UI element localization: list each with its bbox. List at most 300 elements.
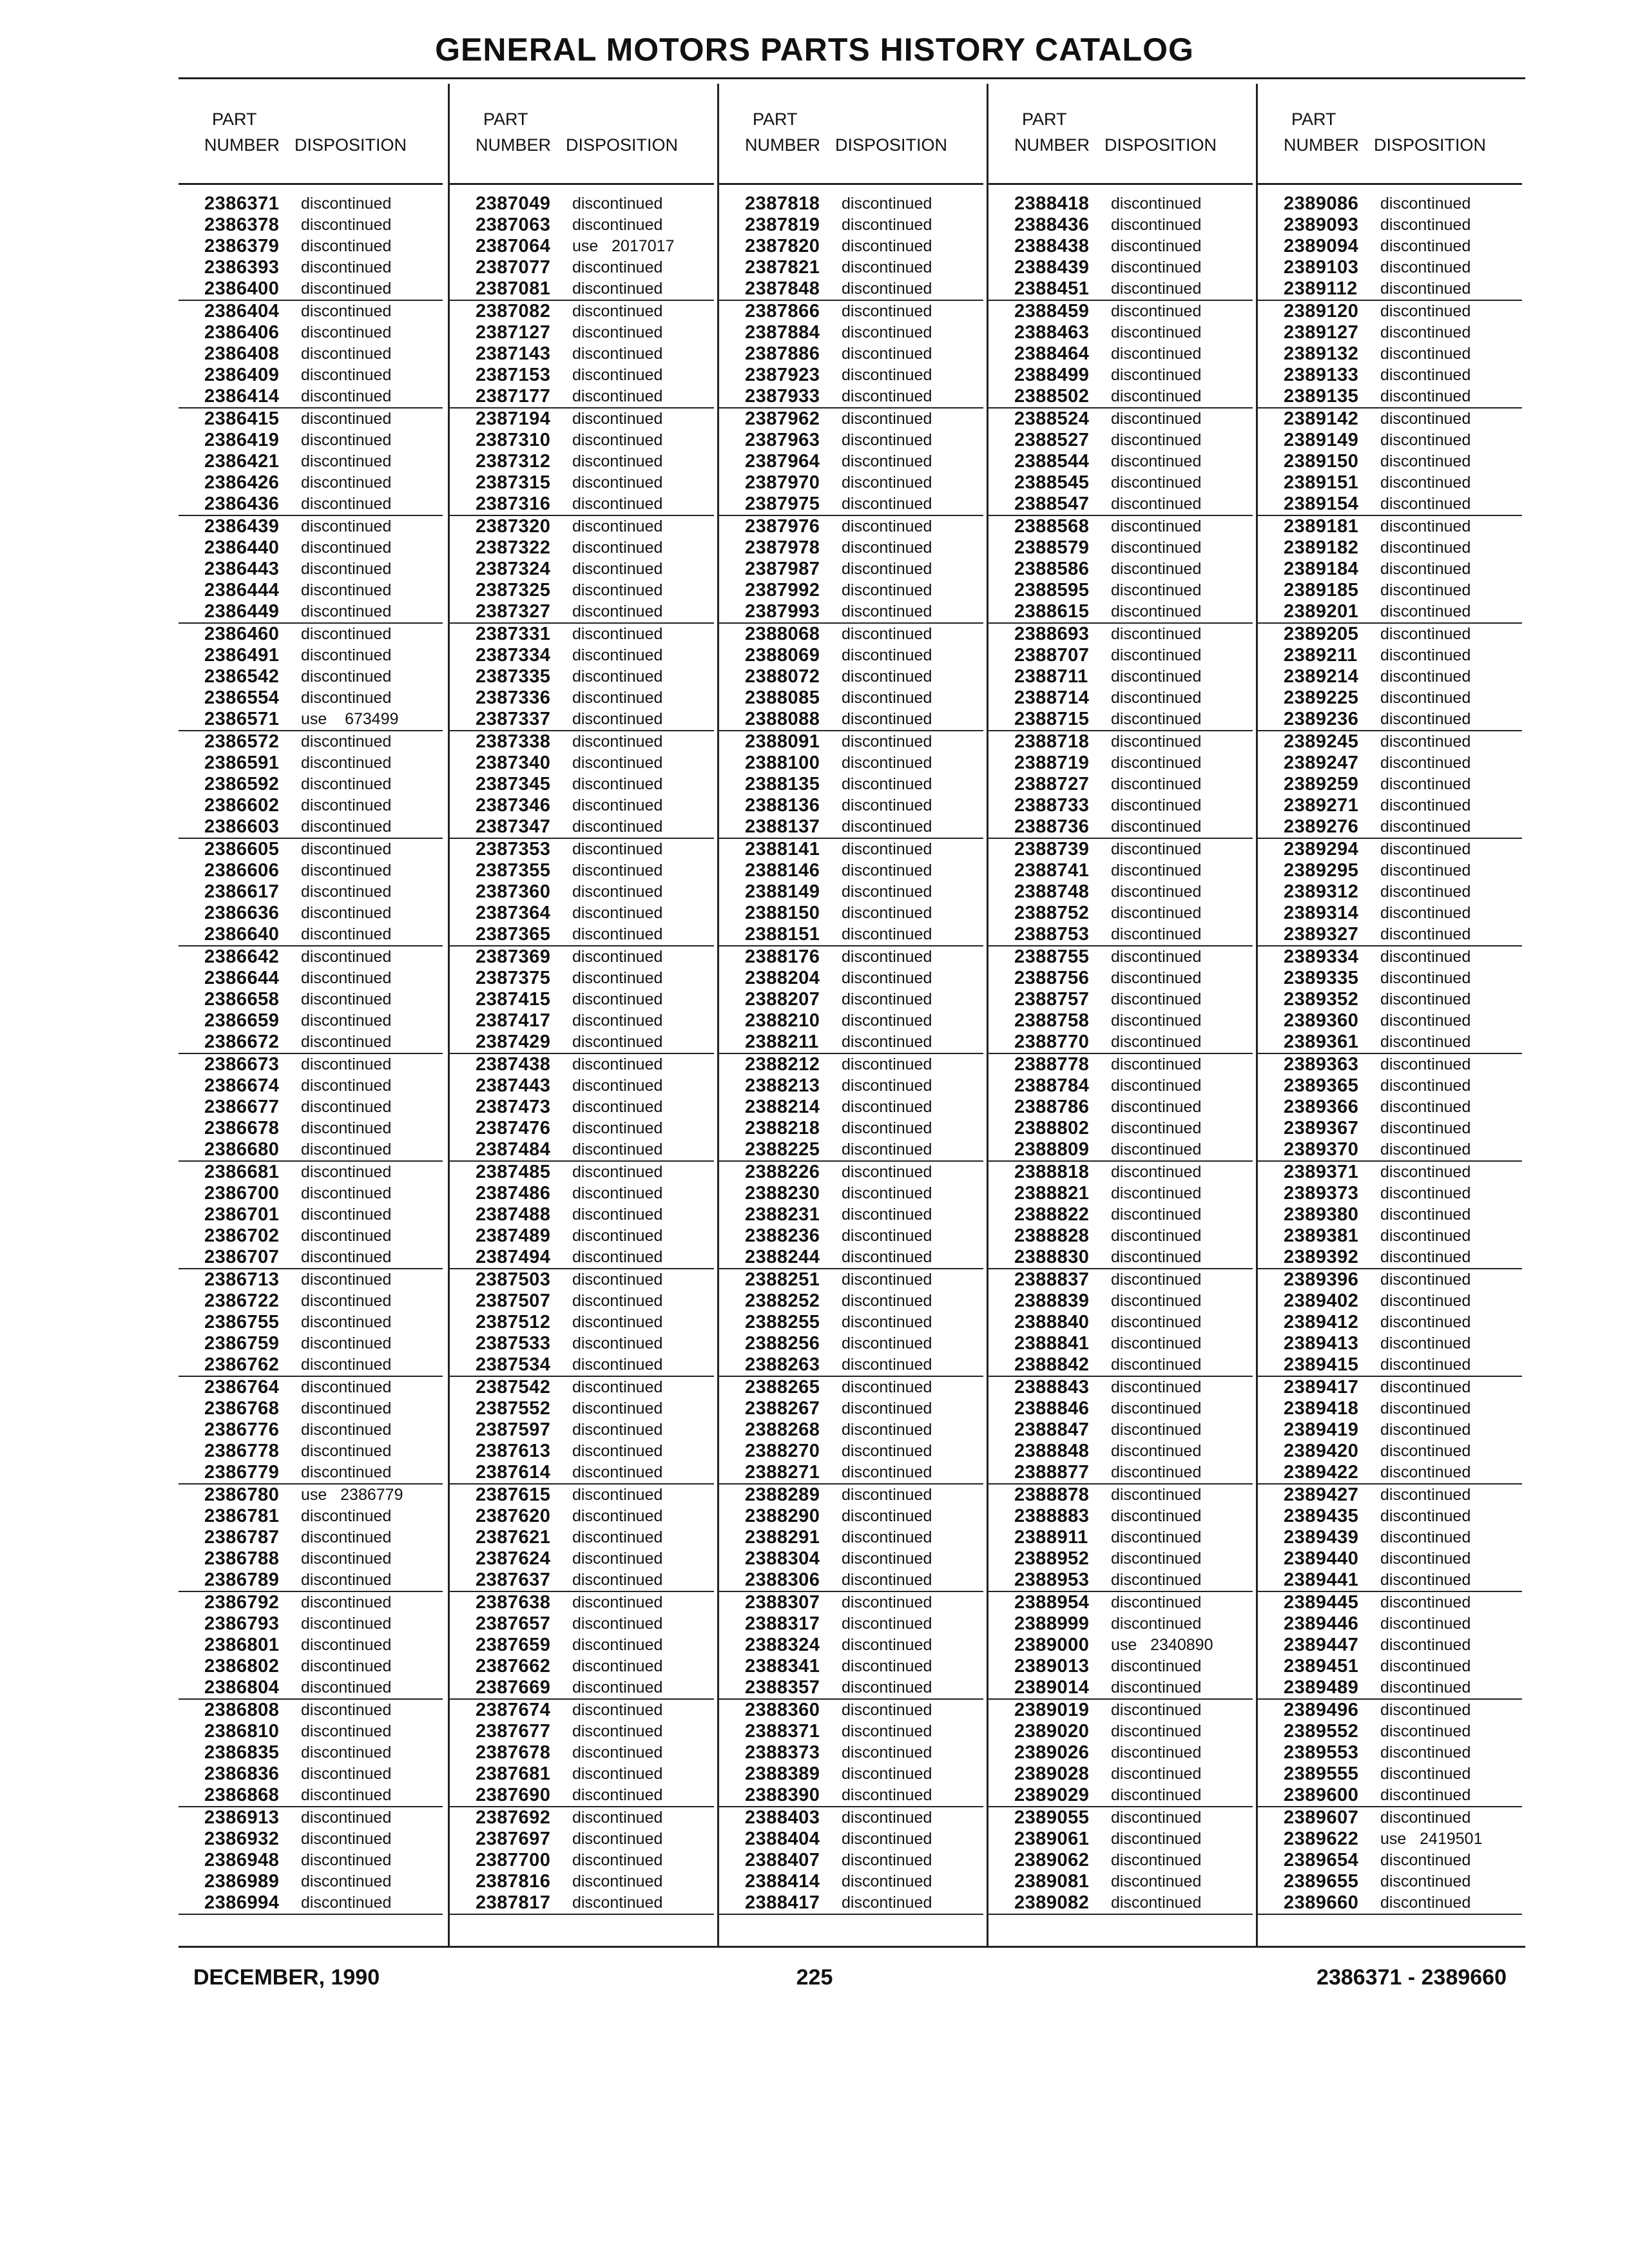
- part-number: 2389420: [1284, 1441, 1359, 1461]
- part-number: 2388818: [1014, 1162, 1090, 1182]
- table-row: [1258, 1183, 1522, 1204]
- catalog-rows: [1258, 193, 1522, 1915]
- part-number: 2388821: [1014, 1183, 1090, 1204]
- disposition: discontinued: [1380, 689, 1471, 707]
- table-row: [178, 408, 443, 430]
- table-row: [719, 1247, 983, 1269]
- part-number: 2386491: [204, 645, 280, 666]
- table-row: [719, 1462, 983, 1485]
- table-row: [178, 989, 443, 1010]
- part-number: 2388615: [1014, 601, 1090, 622]
- disposition: discontinued: [1380, 1399, 1471, 1418]
- part-number: 2387933: [745, 386, 820, 407]
- part-number: 2388842: [1014, 1354, 1090, 1375]
- part-number: 2386408: [204, 343, 280, 364]
- table-row: [450, 1721, 714, 1742]
- header-disposition-label: DISPOSITION: [1374, 135, 1487, 155]
- part-number: 2387143: [476, 343, 551, 364]
- table-row: [1258, 666, 1522, 687]
- table-row: [1258, 1118, 1522, 1139]
- table-row: [988, 731, 1253, 753]
- disposition: discontinued: [1380, 1851, 1471, 1869]
- disposition: discontinued: [1111, 1894, 1202, 1912]
- disposition: discontinued: [301, 1765, 392, 1783]
- disposition: discontinued: [572, 1765, 663, 1783]
- disposition: discontinued: [1380, 990, 1471, 1008]
- table-row: [1258, 322, 1522, 343]
- table-row: [450, 1635, 714, 1656]
- disposition: use 2340890: [1111, 1636, 1213, 1654]
- footer-range: 2386371 - 2389660: [1316, 1965, 1507, 1990]
- disposition: discontinued: [301, 1615, 392, 1633]
- part-number: 2386415: [204, 408, 280, 429]
- part-number: 2388718: [1014, 731, 1090, 752]
- table-row: [450, 580, 714, 601]
- part-number: 2386436: [204, 494, 280, 514]
- table-row: [988, 1892, 1253, 1915]
- table-row: [450, 1333, 714, 1354]
- part-number: 2388304: [745, 1548, 820, 1569]
- disposition: discontinued: [301, 1786, 392, 1804]
- disposition: discontinued: [572, 1894, 663, 1912]
- part-number: 2386378: [204, 215, 280, 235]
- part-number: 2387615: [476, 1485, 551, 1505]
- disposition: discontinued: [842, 323, 932, 341]
- part-number: 2388715: [1014, 709, 1090, 729]
- table-row: [719, 193, 983, 215]
- disposition: discontinued: [1111, 1313, 1202, 1331]
- disposition: discontinued: [1380, 1550, 1471, 1568]
- part-number: 2388085: [745, 687, 820, 708]
- part-number: 2386672: [204, 1032, 280, 1052]
- part-number: 2389062: [1014, 1850, 1090, 1870]
- part-number: 2388463: [1014, 322, 1090, 343]
- table-row: [450, 709, 714, 731]
- part-number: 2388524: [1014, 408, 1090, 429]
- part-number: 2389435: [1284, 1506, 1359, 1526]
- disposition: discontinued: [301, 1033, 392, 1051]
- disposition: discontinued: [1380, 474, 1471, 492]
- part-number: 2389417: [1284, 1377, 1359, 1398]
- disposition: discontinued: [301, 1248, 392, 1266]
- table-row: [178, 1506, 443, 1527]
- table-row: [178, 386, 443, 408]
- disposition: discontinued: [1380, 280, 1471, 298]
- table-row: [988, 624, 1253, 645]
- table-row: [450, 1139, 714, 1162]
- disposition: discontinued: [842, 410, 932, 428]
- part-number: 2388226: [745, 1162, 820, 1182]
- part-number: 2387336: [476, 687, 551, 708]
- column-header: [719, 103, 983, 180]
- table-row: [1258, 215, 1522, 236]
- part-number: 2387962: [745, 408, 820, 429]
- disposition: discontinued: [572, 1378, 663, 1396]
- part-number: 2386554: [204, 687, 280, 708]
- disposition: discontinued: [301, 1571, 392, 1589]
- disposition: discontinued: [1380, 581, 1471, 599]
- part-number: 2386779: [204, 1462, 280, 1483]
- part-number: 2388263: [745, 1354, 820, 1375]
- part-number: 2388218: [745, 1118, 820, 1139]
- part-number: 2387678: [476, 1742, 551, 1763]
- part-number: 2388135: [745, 774, 820, 794]
- part-number: 2386606: [204, 860, 280, 881]
- disposition: discontinued: [842, 1334, 932, 1352]
- table-row: [450, 278, 714, 301]
- table-row: [178, 924, 443, 947]
- header-part-label: PART: [483, 110, 528, 129]
- table-row: [178, 839, 443, 860]
- part-number: 2386989: [204, 1871, 280, 1892]
- disposition: discontinued: [572, 1421, 663, 1439]
- disposition: discontinued: [1380, 1615, 1471, 1633]
- disposition: discontinued: [301, 646, 392, 664]
- table-row: [1258, 1291, 1522, 1312]
- part-number: 2386781: [204, 1506, 280, 1526]
- part-number: 2388407: [745, 1850, 820, 1870]
- part-number: 2388230: [745, 1183, 820, 1204]
- table-row: [178, 1785, 443, 1807]
- part-number: 2387533: [476, 1333, 551, 1354]
- part-number: 2386644: [204, 968, 280, 988]
- disposition: discontinued: [572, 1184, 663, 1202]
- table-row: [988, 408, 1253, 430]
- table-row: [450, 1763, 714, 1785]
- table-row: [719, 408, 983, 430]
- part-number: 2387049: [476, 193, 551, 214]
- part-number: 2386948: [204, 1850, 280, 1870]
- table-row: [178, 947, 443, 968]
- table-row: [450, 1850, 714, 1871]
- disposition: discontinued: [842, 925, 932, 943]
- disposition: discontinued: [842, 818, 932, 836]
- part-number: 2389247: [1284, 753, 1359, 773]
- part-number: 2388137: [745, 816, 820, 837]
- table-row: [988, 1139, 1253, 1162]
- table-row: [178, 1570, 443, 1592]
- disposition: discontinued: [301, 796, 392, 814]
- table-row: [719, 687, 983, 709]
- table-row: [988, 881, 1253, 903]
- part-number: 2386762: [204, 1354, 280, 1375]
- disposition: discontinued: [301, 1378, 392, 1396]
- part-number: 2388270: [745, 1441, 820, 1461]
- part-number: 2388802: [1014, 1118, 1090, 1139]
- part-number: 2387486: [476, 1183, 551, 1204]
- table-row: [1258, 580, 1522, 601]
- part-number: 2388214: [745, 1097, 820, 1117]
- disposition: discontinued: [842, 710, 932, 728]
- disposition: discontinued: [1111, 1722, 1202, 1740]
- part-number: 2386414: [204, 386, 280, 407]
- part-number: 2387476: [476, 1118, 551, 1139]
- part-number: 2387331: [476, 624, 551, 644]
- disposition: discontinued: [572, 733, 663, 751]
- table-row: [178, 1377, 443, 1398]
- part-number: 2389276: [1284, 816, 1359, 837]
- part-number: 2389451: [1284, 1656, 1359, 1677]
- table-row: [719, 968, 983, 989]
- disposition: discontinued: [842, 1421, 932, 1439]
- table-row: [988, 645, 1253, 666]
- table-row: [178, 1333, 443, 1354]
- disposition: discontinued: [1380, 925, 1471, 943]
- part-number: 2389094: [1284, 236, 1359, 256]
- table-row: [450, 1441, 714, 1462]
- table-row: [178, 731, 443, 753]
- disposition: discontinued: [1111, 280, 1202, 298]
- disposition: discontinued: [572, 1292, 663, 1310]
- table-row: [178, 1183, 443, 1204]
- table-row: [1258, 753, 1522, 774]
- table-row: [988, 1183, 1253, 1204]
- disposition: discontinued: [842, 1786, 932, 1804]
- table-row: [988, 753, 1253, 774]
- part-number: 2388418: [1014, 193, 1090, 214]
- disposition: discontinued: [1380, 195, 1471, 213]
- part-number: 2387324: [476, 559, 551, 579]
- disposition: discontinued: [301, 1098, 392, 1116]
- part-number: 2387353: [476, 839, 551, 860]
- disposition: discontinued: [1111, 1442, 1202, 1460]
- part-number: 2388267: [745, 1398, 820, 1419]
- part-number: 2389496: [1284, 1700, 1359, 1720]
- table-row: [178, 1247, 443, 1269]
- disposition: discontinued: [301, 1657, 392, 1675]
- disposition: discontinued: [1111, 1550, 1202, 1568]
- part-number: 2387866: [745, 301, 820, 322]
- disposition: discontinued: [572, 1528, 663, 1546]
- disposition: discontinued: [572, 410, 663, 428]
- part-number: 2386678: [204, 1118, 280, 1139]
- disposition: discontinued: [572, 581, 663, 599]
- part-number: 2388252: [745, 1291, 820, 1311]
- part-number: 2388843: [1014, 1377, 1090, 1398]
- part-number: 2389061: [1014, 1829, 1090, 1849]
- part-number: 2387542: [476, 1377, 551, 1398]
- disposition: discontinued: [1380, 1271, 1471, 1289]
- part-number: 2388176: [745, 947, 820, 967]
- disposition: discontinued: [1111, 925, 1202, 943]
- part-number: 2387923: [745, 365, 820, 385]
- table-row: [450, 1312, 714, 1333]
- part-number: 2388417: [745, 1892, 820, 1913]
- disposition: discontinued: [572, 1206, 663, 1224]
- page-title: GENERAL MOTORS PARTS HISTORY CATALOG: [435, 32, 1194, 68]
- part-number: 2389314: [1284, 903, 1359, 923]
- disposition: discontinued: [842, 366, 932, 384]
- part-number: 2388586: [1014, 559, 1090, 579]
- table-row: [988, 1592, 1253, 1613]
- part-number: 2389205: [1284, 624, 1359, 644]
- table-row: [719, 645, 983, 666]
- part-number: 2387443: [476, 1075, 551, 1096]
- part-number: 2386379: [204, 236, 280, 256]
- table-row: [178, 1807, 443, 1829]
- part-number: 2389211: [1284, 645, 1358, 666]
- disposition: discontinued: [1111, 1098, 1202, 1116]
- part-number: 2388545: [1014, 472, 1090, 493]
- table-row: [450, 1700, 714, 1721]
- disposition: discontinued: [842, 948, 932, 966]
- disposition: discontinued: [842, 258, 932, 276]
- header-disposition-label: DISPOSITION: [1104, 135, 1217, 155]
- table-row: [719, 601, 983, 624]
- part-number: 2389335: [1284, 968, 1359, 988]
- header-number-label: NUMBER: [745, 135, 821, 155]
- table-row: [988, 386, 1253, 408]
- table-row: [719, 774, 983, 795]
- disposition: discontinued: [572, 1227, 663, 1245]
- disposition: discontinued: [1111, 495, 1202, 513]
- part-number: 2388727: [1014, 774, 1090, 794]
- disposition: discontinued: [842, 1055, 932, 1073]
- part-number: 2387819: [745, 215, 820, 235]
- disposition: discontinued: [572, 840, 663, 858]
- table-row: [988, 1354, 1253, 1377]
- disposition: discontinued: [842, 1894, 932, 1912]
- disposition: discontinued: [1111, 1571, 1202, 1589]
- table-row: [1258, 1548, 1522, 1570]
- disposition: discontinued: [1380, 1206, 1471, 1224]
- table-row: [719, 386, 983, 408]
- part-number: 2387473: [476, 1097, 551, 1117]
- disposition: discontinued: [572, 969, 663, 987]
- part-number: 2389327: [1284, 924, 1359, 945]
- table-row: [450, 494, 714, 516]
- part-number: 2387976: [745, 516, 820, 537]
- table-row: [1258, 1419, 1522, 1441]
- disposition: discontinued: [842, 1765, 932, 1783]
- disposition: discontinued: [572, 345, 663, 363]
- header-rule: [719, 183, 983, 185]
- part-number: 2387355: [476, 860, 551, 881]
- part-number: 2386680: [204, 1139, 280, 1160]
- table-row: [1258, 1635, 1522, 1656]
- disposition: discontinued: [1111, 904, 1202, 922]
- table-row: [1258, 430, 1522, 451]
- table-row: [1258, 1097, 1522, 1118]
- part-number: 2388544: [1014, 451, 1090, 472]
- table-row: [719, 1291, 983, 1312]
- part-number: 2387360: [476, 881, 551, 902]
- disposition: discontinued: [842, 861, 932, 879]
- table-row: [178, 1485, 443, 1506]
- disposition: discontinued: [1380, 1809, 1471, 1827]
- disposition: discontinued: [842, 1248, 932, 1266]
- disposition: discontinued: [1380, 1055, 1471, 1073]
- disposition: discontinued: [1380, 796, 1471, 814]
- disposition: discontinued: [1111, 517, 1202, 535]
- table-row: [988, 516, 1253, 537]
- table-row: [988, 1225, 1253, 1247]
- disposition: discontinued: [1111, 1033, 1202, 1051]
- part-number: 2389181: [1284, 516, 1359, 537]
- disposition: discontinued: [301, 410, 392, 428]
- part-number: 2389427: [1284, 1485, 1359, 1505]
- table-row: [988, 1162, 1253, 1183]
- table-row: [178, 1010, 443, 1032]
- disposition: discontinued: [842, 1378, 932, 1396]
- table-row: [1258, 1807, 1522, 1829]
- disposition: discontinued: [301, 1140, 392, 1158]
- part-number: 2386406: [204, 322, 280, 343]
- disposition: discontinued: [1111, 602, 1202, 620]
- table-row: [1258, 1225, 1522, 1247]
- table-row: [988, 947, 1253, 968]
- table-row: [988, 472, 1253, 494]
- table-row: [1258, 1850, 1522, 1871]
- table-row: [719, 1742, 983, 1763]
- table-row: [450, 924, 714, 947]
- table-row: [1258, 236, 1522, 257]
- disposition: discontinued: [572, 668, 663, 686]
- part-number: 2387964: [745, 451, 820, 472]
- part-number: 2389112: [1284, 278, 1358, 299]
- disposition: discontinued: [301, 1399, 392, 1418]
- table-row: [450, 1656, 714, 1677]
- part-number: 2389142: [1284, 408, 1359, 429]
- table-row: [988, 709, 1253, 731]
- part-number: 2388952: [1014, 1548, 1090, 1569]
- part-number: 2389489: [1284, 1677, 1359, 1698]
- table-row: [1258, 494, 1522, 516]
- part-number: 2386636: [204, 903, 280, 923]
- table-row: [450, 1097, 714, 1118]
- table-row: [178, 494, 443, 516]
- part-number: 2389370: [1284, 1139, 1359, 1160]
- part-number: 2389415: [1284, 1354, 1359, 1375]
- part-number: 2386603: [204, 816, 280, 837]
- table-row: [1258, 924, 1522, 947]
- part-number: 2389295: [1284, 860, 1359, 881]
- table-row: [719, 1785, 983, 1807]
- disposition: discontinued: [1380, 754, 1471, 772]
- disposition: discontinued: [572, 754, 663, 772]
- table-row: [178, 1721, 443, 1742]
- part-number: 2386404: [204, 301, 280, 322]
- table-row: [719, 1485, 983, 1506]
- disposition: discontinued: [572, 1657, 663, 1675]
- part-number: 2387369: [476, 947, 551, 967]
- part-number: 2389201: [1284, 601, 1359, 622]
- table-row: [1258, 645, 1522, 666]
- part-number: 2388360: [745, 1700, 820, 1720]
- disposition: discontinued: [301, 1292, 392, 1310]
- table-row: [719, 1354, 983, 1377]
- disposition: discontinued: [1380, 883, 1471, 901]
- part-number: 2387697: [476, 1829, 551, 1849]
- part-number: 2388883: [1014, 1506, 1090, 1526]
- disposition: discontinued: [572, 1098, 663, 1116]
- part-number: 2388547: [1014, 494, 1090, 514]
- table-row: [719, 1548, 983, 1570]
- part-number: 2386677: [204, 1097, 280, 1117]
- part-number: 2389418: [1284, 1398, 1359, 1419]
- disposition: discontinued: [572, 625, 663, 643]
- part-number: 2387417: [476, 1010, 551, 1031]
- disposition: discontinued: [301, 904, 392, 922]
- part-number: 2389365: [1284, 1075, 1359, 1096]
- disposition: discontinued: [301, 1077, 392, 1095]
- disposition: discontinued: [1111, 733, 1202, 751]
- disposition: discontinued: [842, 387, 932, 405]
- part-number: 2389607: [1284, 1807, 1359, 1828]
- table-row: [178, 559, 443, 580]
- table-row: [178, 1441, 443, 1462]
- part-number: 2387340: [476, 753, 551, 773]
